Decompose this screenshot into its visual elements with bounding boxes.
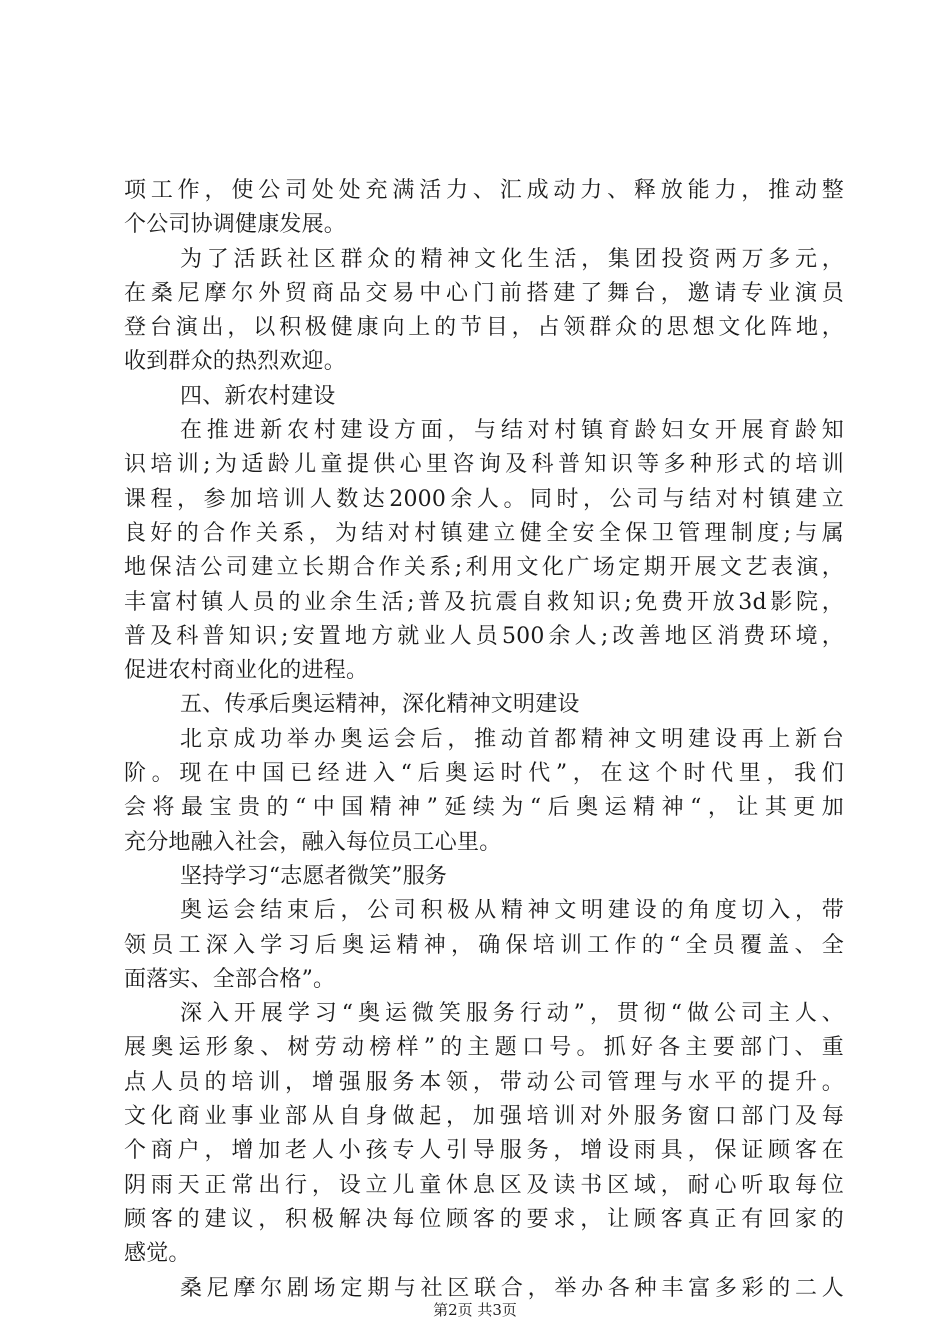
paragraph-line: 阶。现在中国已经进入“后奥运时代”，在这个时代里，我们 <box>124 761 844 787</box>
paragraph-line: 阴雨天正常出行，设立儿童休息区及读书区域，耐心听取每位 <box>124 1172 844 1198</box>
paragraph-line: 点人员的培训，增强服务本领，带动公司管理与水平的提升。 <box>124 1069 844 1095</box>
paragraph-line: 丰富村镇人员的业余生活;普及抗震自救知识;免费开放3d影院， <box>124 589 844 615</box>
section-heading: 坚持学习“志愿者微笑”服务 <box>180 863 448 889</box>
paragraph-line: 面落实、全部合格”。 <box>124 966 336 992</box>
document-body <box>124 174 844 1306</box>
paragraph-line: 在桑尼摩尔外贸商品交易中心门前搭建了舞台，邀请专业演员 <box>124 280 844 306</box>
paragraph-line: 良好的合作关系，为结对村镇建立健全安全保卫管理制度;与属 <box>124 520 844 546</box>
paragraph-line: 展奥运形象、树劳动榜样”的主题口号。抓好各主要部门、重 <box>124 1035 844 1061</box>
paragraph-line: 促进农村商业化的进程。 <box>124 658 369 684</box>
paragraph-line: 在推进新农村建设方面，与结对村镇育龄妇女开展育龄知 <box>180 418 844 444</box>
paragraph-line: 桑尼摩尔剧场定期与社区联合，举办各种丰富多彩的二人 <box>180 1275 844 1301</box>
paragraph-line: 为了活跃社区群众的精神文化生活，集团投资两万多元， <box>180 246 844 272</box>
paragraph-line: 个商户，增加老人小孩专人引导服务，增设雨具，保证顾客在 <box>124 1138 844 1164</box>
paragraph-line: 个公司协调健康发展。 <box>124 212 347 238</box>
paragraph-line: 深入开展学习“奥运微笑服务行动”，贯彻“做公司主人、 <box>180 1001 844 1027</box>
paragraph-line: 收到群众的热烈欢迎。 <box>124 349 347 375</box>
paragraph-line: 项工作，使公司处处充满活力、汇成动力、释放能力，推动整 <box>124 178 844 203</box>
paragraph-line: 感觉。 <box>124 1241 191 1267</box>
section-heading: 五、传承后奥运精神，深化精神文明建设 <box>180 692 580 718</box>
paragraph-line: 普及科普知识;安置地方就业人员500余人;改善地区消费环境， <box>124 623 844 649</box>
paragraph-line: 充分地融入社会，融入每位员工心里。 <box>124 829 502 855</box>
paragraph-line: 登台演出，以积极健康向上的节目，占领群众的思想文化阵地， <box>124 315 844 341</box>
paragraph-line: 文化商业事业部从自身做起，加强培训对外服务窗口部门及每 <box>124 1104 844 1130</box>
paragraph-line: 地保洁公司建立长期合作关系;利用文化广场定期开展文艺表演， <box>124 555 844 581</box>
page-footer: 第2页 共3页 <box>433 1301 517 1319</box>
paragraph-line: 奥运会结束后，公司积极从精神文明建设的角度切入，带 <box>180 898 844 924</box>
paragraph-line: 课程，参加培训人数达2000余人。同时，公司与结对村镇建立 <box>124 486 844 512</box>
section-heading: 四、新农村建设 <box>180 383 336 409</box>
paragraph-line: 会将最宝贵的“中国精神”延续为“后奥运精神“，让其更加 <box>124 795 844 821</box>
paragraph-line: 领员工深入学习后奥运精神，确保培训工作的“全员覆盖、全 <box>124 932 844 958</box>
paragraph-line: 北京成功举办奥运会后，推动首都精神文明建设再上新台 <box>180 726 844 752</box>
paragraph-line: 顾客的建议，积极解决每位顾客的要求，让顾客真正有回家的 <box>124 1206 844 1232</box>
paragraph-line: 识培训;为适龄儿童提供心里咨询及科普知识等多种形式的培训 <box>124 452 844 478</box>
